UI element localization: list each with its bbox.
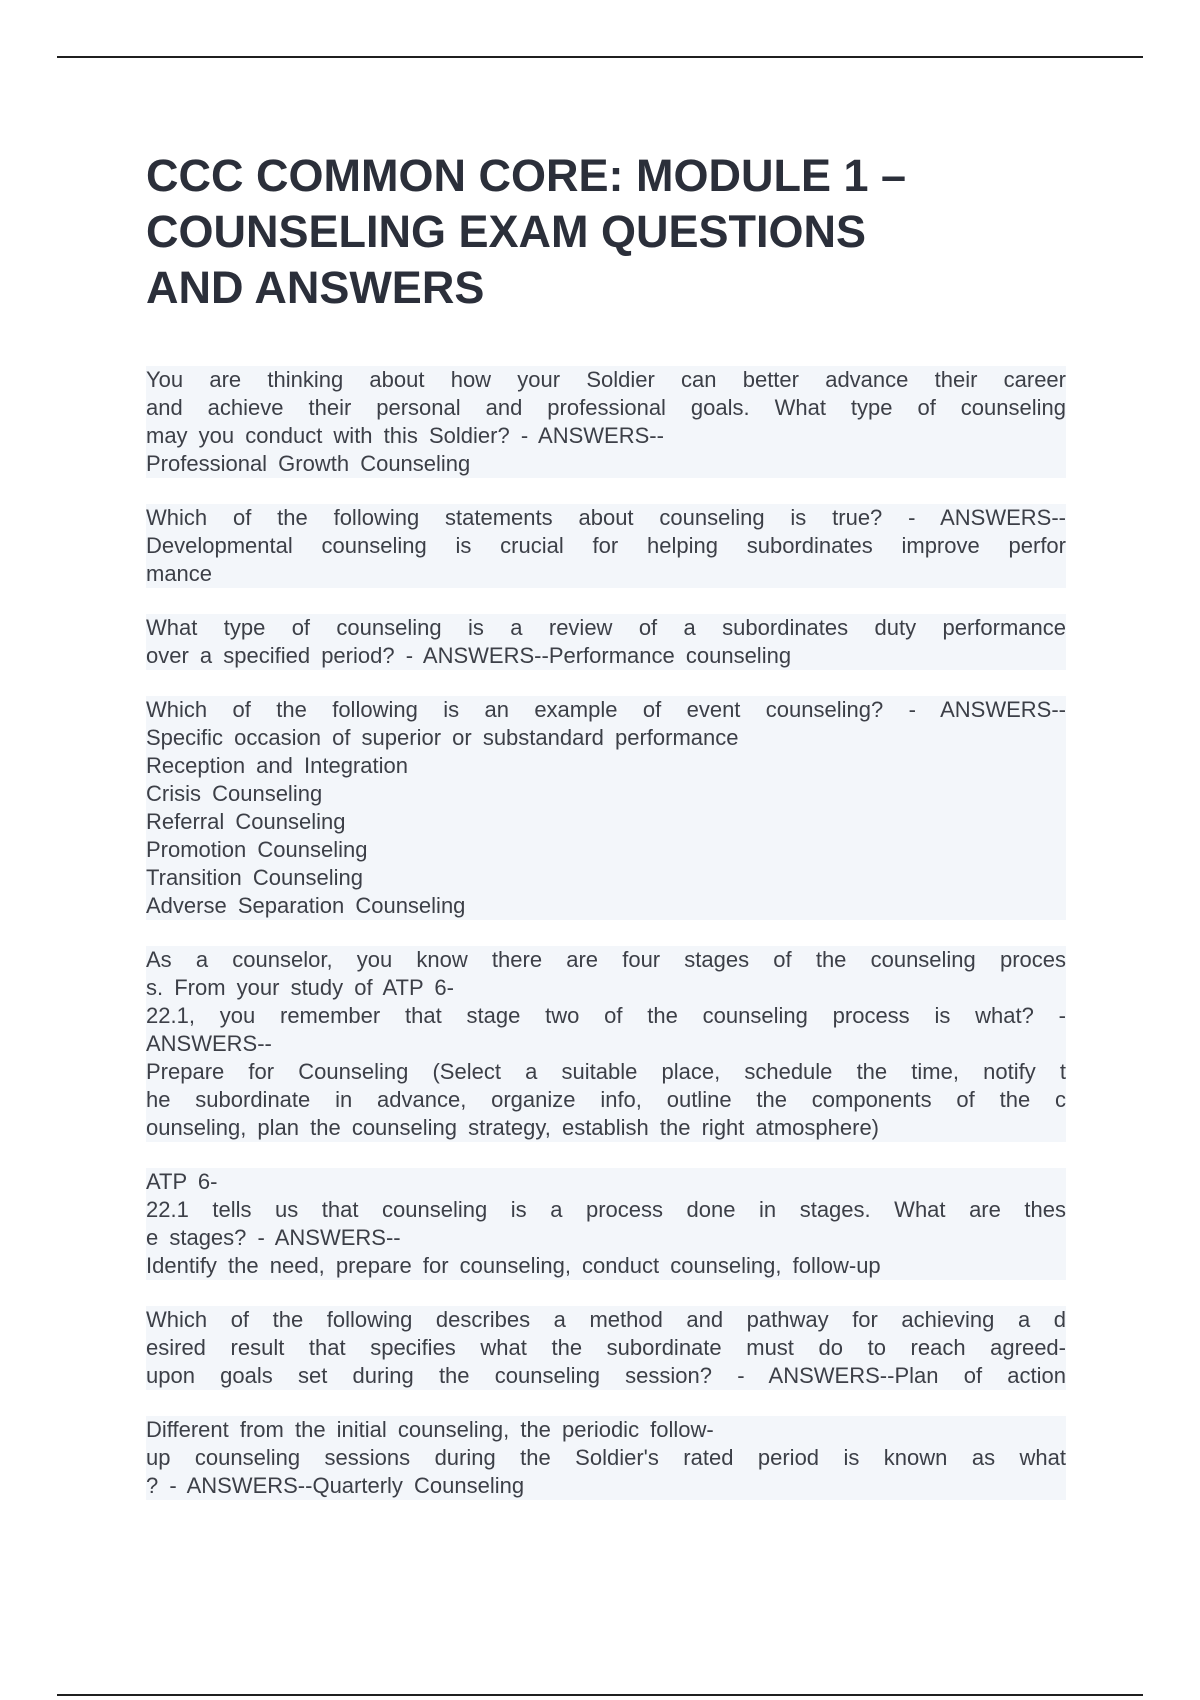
qa-text-line: mance [146,560,1066,588]
qa-text-line: Which of the following is an example of event counseling? - ANSWERS-- [146,697,1066,722]
qa-text-line: Adverse Separation Counseling [146,892,1066,920]
qa-text-line: Which of the following statements about counseling is true? - ANSWERS-- [146,505,1066,530]
qa-text-line: over a specified period? - ANSWERS--Performance counseling [146,642,1066,670]
bottom-rule [57,1694,1143,1696]
qa-text-line: ATP 6- [146,1168,1066,1196]
qa-text-line: Different from the initial counseling, the periodic follow- [146,1416,1066,1444]
qa-text-line: Which of the following describes a method and pathway for achieving a d [146,1307,1066,1332]
qa-item [146,614,1066,670]
qa-item [146,1306,1066,1390]
qa-text-line: ounseling, plan the counseling strategy, establish the right atmosphere) [146,1114,1066,1142]
qa-text-line: Crisis Counseling [146,780,1066,808]
question-answer-list [146,366,1066,1526]
qa-item [146,504,1066,588]
qa-item [146,1416,1066,1500]
qa-text-line: ANSWERS-- [146,1030,1066,1058]
qa-text-line: Reception and Integration [146,752,1066,780]
qa-text-line: Developmental counseling is crucial for helping subordinates improve perfor [146,533,1066,558]
qa-item [146,946,1066,1142]
qa-text-line: You are thinking about how your Soldier can better advance their career [146,367,1066,392]
qa-text-line: esired result that specifies what the subordinate must do to reach agreed- [146,1335,1066,1360]
qa-text-line: upon goals set during the counseling session? - ANSWERS--Plan of action [146,1363,1066,1388]
document-title [146,148,1106,316]
qa-text-line: Referral Counseling [146,808,1066,836]
qa-item [146,1168,1066,1280]
qa-text-line: What type of counseling is a review of a subordinates duty performance [146,615,1066,640]
qa-text-line: may you conduct with this Soldier? - ANSWERS-- [146,422,1066,450]
qa-item [146,366,1066,478]
top-rule [57,56,1143,58]
qa-item [146,696,1066,920]
title-line: AND ANSWERS [146,262,485,313]
qa-text-line: and achieve their personal and professional goals. What type of counseling [146,395,1066,420]
qa-text-line: As a counselor, you know there are four stages of the counseling proces [146,947,1066,972]
qa-text-line: e stages? - ANSWERS-- [146,1224,1066,1252]
qa-text-line: he subordinate in advance, organize info, outline the components of the c [146,1087,1066,1112]
qa-text-line: up counseling sessions during the Soldier's rated period is known as what [146,1445,1066,1470]
qa-text-line: Identify the need, prepare for counseling, conduct counseling, follow-up [146,1252,1066,1280]
title-line: COUNSELING EXAM QUESTIONS [146,206,867,257]
qa-text-line: ? - ANSWERS--Quarterly Counseling [146,1472,1066,1500]
qa-text-line: Prepare for Counseling (Select a suitable place, schedule the time, notify t [146,1059,1066,1084]
qa-text-line: Promotion Counseling [146,836,1066,864]
qa-text-line: 22.1 tells us that counseling is a process done in stages. What are thes [146,1197,1066,1222]
qa-text-line: Transition Counseling [146,864,1066,892]
qa-text-line: Professional Growth Counseling [146,450,1066,478]
title-line: CCC COMMON CORE: MODULE 1 – [146,150,907,201]
qa-text-line: s. From your study of ATP 6- [146,974,1066,1002]
qa-text-line: Specific occasion of superior or substandard performance [146,724,1066,752]
qa-text-line: 22.1, you remember that stage two of the counseling process is what? - [146,1003,1066,1028]
